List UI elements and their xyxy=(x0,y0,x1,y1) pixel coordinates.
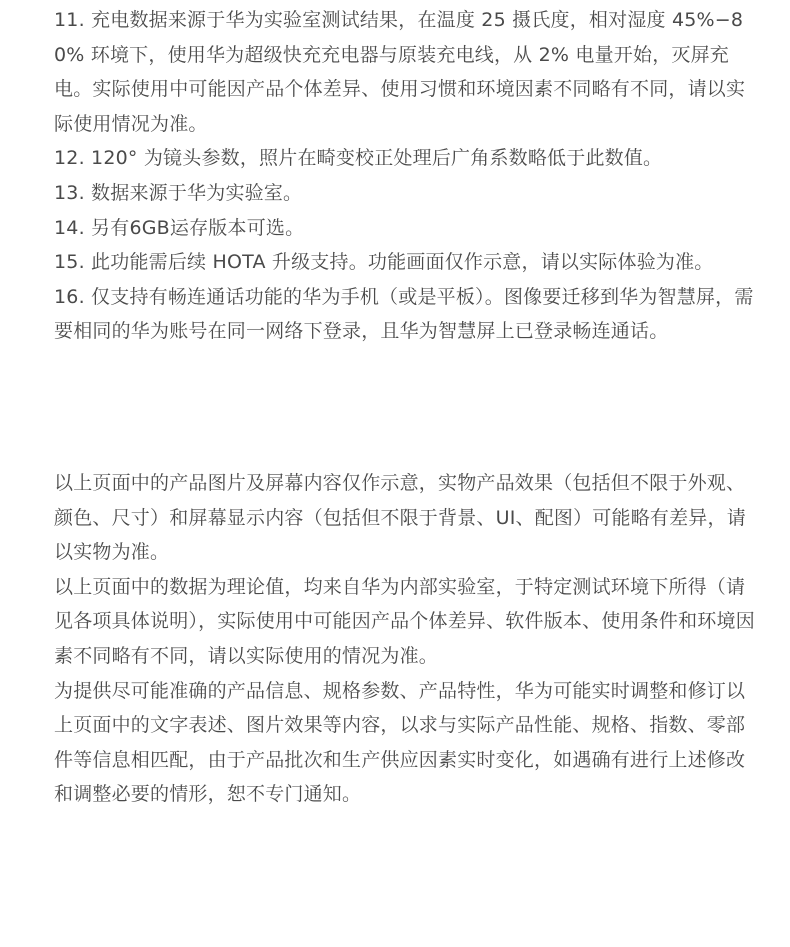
footnote-11: 11. 充电数据来源于华为实验室测试结果，在温度 25 摄氏度，相对湿度 45%−80% 环境下，使用华为超级快充充电器与原装充电线，从 2% 电量开始，灭屏充电。实际使用中可能因产品个体差异、使用习惯和环境因素不同略有不同，请以实际使用情况为准。 xyxy=(54,9,746,135)
footnotes-list xyxy=(54,3,758,349)
disclaimer-section xyxy=(54,466,758,812)
footnote-14: 14. 另有6GB运存版本可选。 xyxy=(54,216,305,239)
disclaimer-product-images: 以上页面中的产品图片及屏幕内容仅作示意，实物产品效果（包括但不限于外观、颜色、尺寸）和屏幕显示内容（包括但不限于背景、UI、配图）可能略有差异，请以实物为准。 xyxy=(54,472,746,564)
footnote-13: 13. 数据来源于华为实验室。 xyxy=(54,181,303,204)
footnote-15: 15. 此功能需后续 HOTA 升级支持。功能画面仅作示意，请以实际体验为准。 xyxy=(54,251,714,274)
disclaimer-content-updates: 为提供尽可能准确的产品信息、规格参数、产品特性，华为可能实时调整和修订以上页面中的文字表述、图片效果等内容，以求与实际产品性能、规格、指数、零部件等信息相匹配，由于产品批次和生产供应因素实时变化，如遇确有进行上述修改和调整必要的情形，恕不专门通知。 xyxy=(54,679,746,806)
footnote-12: 12. 120° 为镜头参数，照片在畸变校正处理后广角系数略低于此数值。 xyxy=(54,147,663,170)
disclaimer-theoretical-data: 以上页面中的数据为理论值，均来自华为内部实验室，于特定测试环境下所得（请见各项具体说明），实际使用中可能因产品个体差异、软件版本、使用条件和环境因素不同略有不同，请以实际使用的情况为准。 xyxy=(54,575,755,667)
footnote-16: 16. 仅支持有畅连通话功能的华为手机（或是平板）。图像要迁移到华为智慧屏，需要相同的华为账号在同一网络下登录，且华为智慧屏上已登录畅连通话。 xyxy=(54,285,754,343)
